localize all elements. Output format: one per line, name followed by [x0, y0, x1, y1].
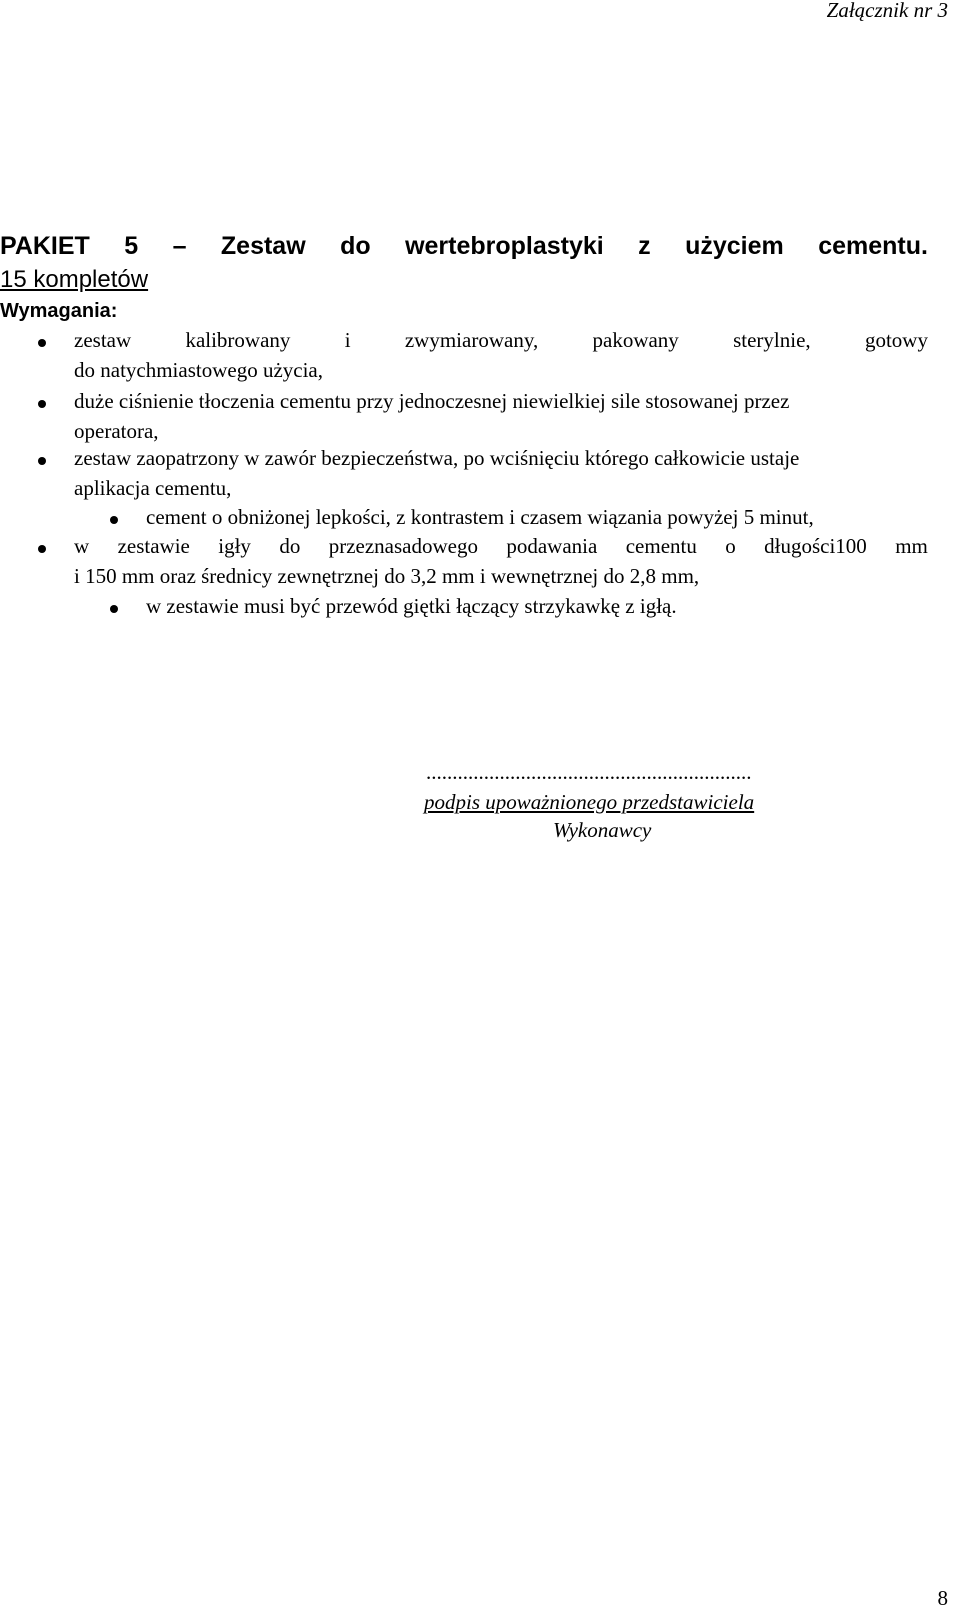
- requirement-6-line-1: w zestawie musi być przewód giętki łączący strzykawkę z igłą.: [146, 594, 677, 618]
- requirement-2-line-2: operatora,: [74, 419, 159, 443]
- title-word: PAKIET: [0, 232, 90, 260]
- signature-label: podpis upoważnionego przedstawiciela: [424, 790, 755, 814]
- requirement-3-line-1: zestaw zaopatrzony w zawór bezpieczeństwa, po wciśnięciu którego całkowicie ustaje: [74, 446, 800, 470]
- requirement-word: podawania: [506, 534, 598, 558]
- title-word: Zestaw: [220, 232, 306, 260]
- requirement-word: gotowy: [864, 328, 928, 352]
- requirement-word: cementu: [625, 534, 697, 558]
- requirement-word: zestaw: [74, 328, 132, 352]
- signature-dots: ..............................................................: [426, 760, 752, 784]
- page-number: 8: [937, 1586, 948, 1610]
- bullet-icon: [110, 516, 118, 524]
- signature-label-contractor: Wykonawcy: [553, 818, 652, 842]
- title-word: –: [172, 232, 187, 260]
- title-word: wertebroplastyki: [405, 232, 604, 260]
- title-word: cementu.: [818, 232, 928, 260]
- package-quantity: 15 kompletów: [0, 266, 149, 293]
- requirement-word: długości100: [764, 534, 867, 558]
- requirement-word: igły: [218, 534, 251, 558]
- bullet-icon: [38, 545, 46, 553]
- requirement-word: zwymiarowany,: [404, 328, 539, 352]
- title-word: do: [340, 232, 371, 260]
- requirement-1-line-1: [74, 328, 928, 353]
- requirement-3-line-2: aplikacja cementu,: [74, 476, 232, 500]
- requirement-word: przeznasadowego: [328, 534, 478, 558]
- requirement-5-line-2: i 150 mm oraz średnicy zewnętrznej do 3,2 mm i wewnętrznej do 2,8 mm,: [74, 564, 700, 588]
- requirement-1-line-2: do natychmiastowego użycia,: [74, 358, 324, 382]
- requirement-word: mm: [895, 534, 928, 558]
- title-word: użyciem: [685, 232, 784, 260]
- requirement-4-line-1: cement o obniżonej lepkości, z kontrastem i czasem wiązania powyżej 5 minut,: [146, 505, 814, 529]
- bullet-icon: [38, 339, 46, 347]
- requirement-2-line-1: duże ciśnienie tłoczenia cementu przy jednoczesnej niewielkiej sile stosowanej przez: [74, 389, 790, 413]
- requirements-label: Wymagania:: [0, 300, 118, 322]
- requirement-word: zestawie: [117, 534, 190, 558]
- requirement-word: o: [725, 534, 736, 558]
- attachment-label: Załącznik nr 3: [826, 0, 948, 22]
- requirement-word: do: [279, 534, 301, 558]
- bullet-icon: [110, 605, 118, 613]
- requirement-5-line-1: [74, 534, 928, 559]
- requirement-word: pakowany: [592, 328, 679, 352]
- requirement-word: w: [74, 534, 90, 558]
- title-word: 5: [124, 232, 139, 260]
- requirement-word: sterylnie,: [733, 328, 811, 352]
- requirement-word: i: [344, 328, 351, 352]
- title-word: z: [638, 232, 651, 260]
- bullet-icon: [38, 400, 46, 408]
- requirement-word: kalibrowany: [185, 328, 291, 352]
- package-title: [0, 232, 928, 261]
- bullet-icon: [38, 457, 46, 465]
